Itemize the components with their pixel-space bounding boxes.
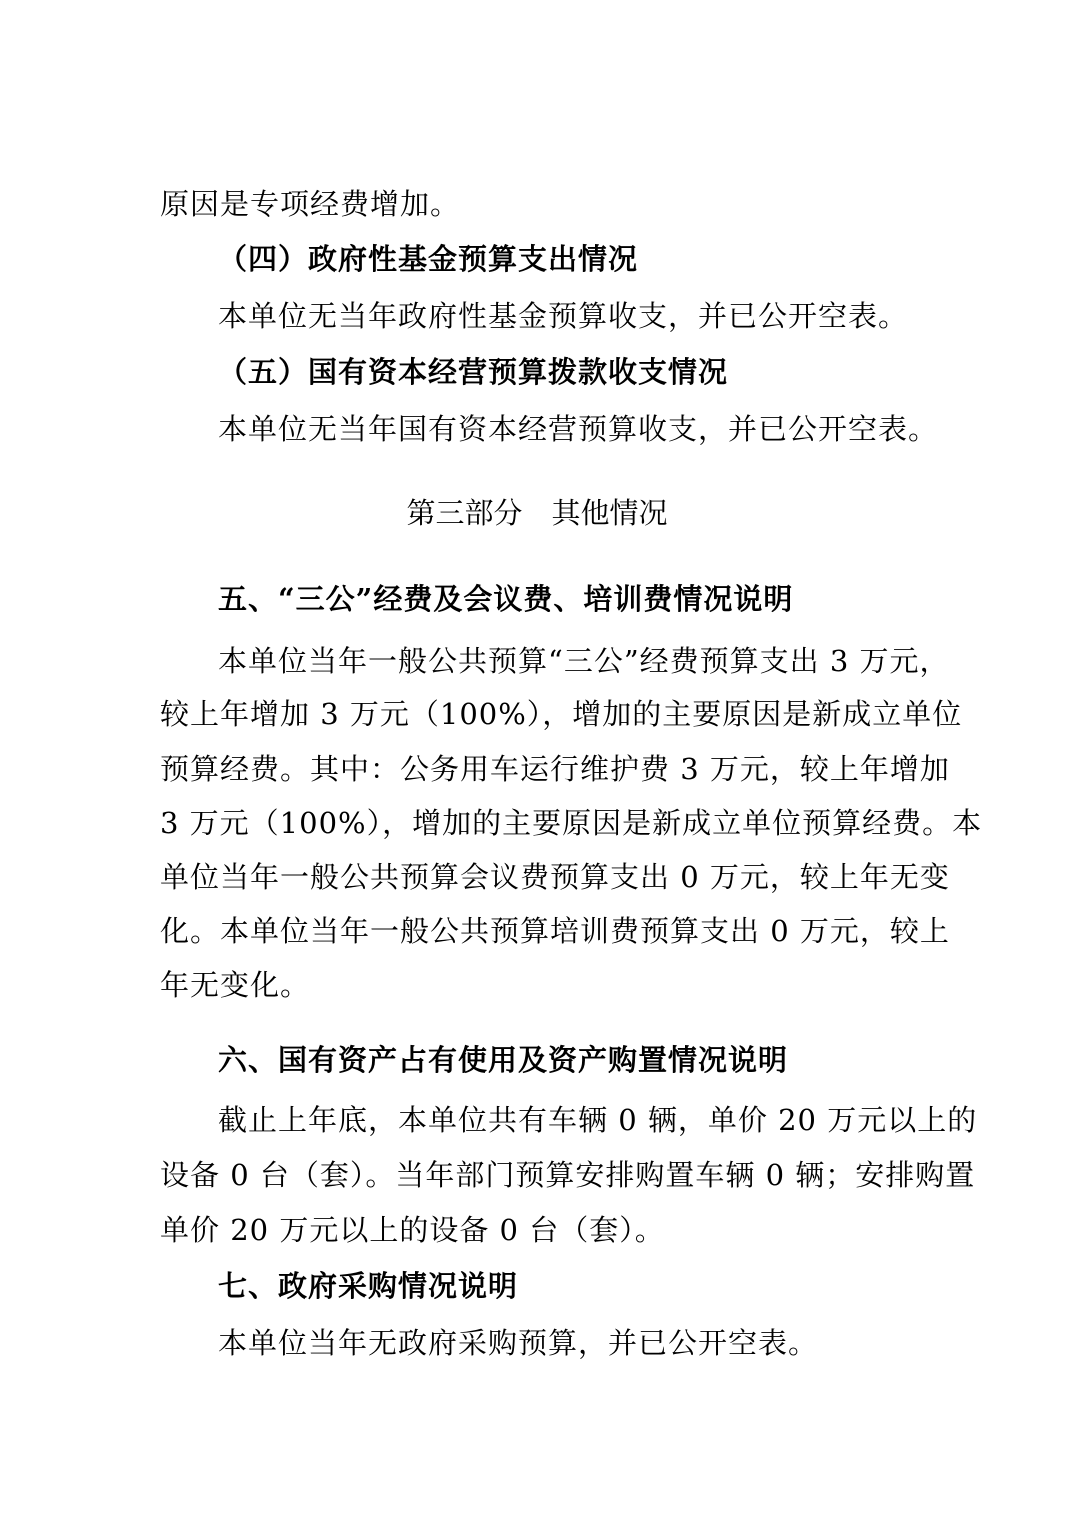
- paragraph-line: 较上年增加 3 万元（100%），增加的主要原因是新成立单位: [160, 697, 963, 731]
- heading-state-assets: 六、国有资产占有使用及资产购置情况说明: [218, 1043, 789, 1077]
- paragraph-line: 设备 0 台（套）。当年部门预算安排购置车辆 0 辆；安排购置: [160, 1158, 976, 1192]
- paragraph-line: 本单位当年一般公共预算“三公”经费预算支出 3 万元，: [218, 644, 950, 678]
- paragraph-line: 单位当年一般公共预算会议费预算支出 0 万元，较上年无变: [160, 860, 950, 894]
- heading-government-fund-budget: （四）政府性基金预算支出情况: [218, 242, 639, 276]
- paragraph-line: 单价 20 万元以上的设备 0 台（套）。: [160, 1213, 665, 1247]
- paragraph-government-fund-budget: 本单位无当年政府性基金预算收支，并已公开空表。: [218, 299, 909, 333]
- paragraph-state-capital-budget: 本单位无当年国有资本经营预算收支，并已公开空表。: [218, 412, 939, 446]
- paragraph-government-procurement: 本单位当年无政府采购预算，并已公开空表。: [218, 1326, 819, 1360]
- heading-state-capital-budget: （五）国有资本经营预算拨款收支情况: [218, 355, 729, 389]
- paragraph-continuation: 原因是专项经费增加。: [160, 187, 461, 221]
- heading-three-public-expenses: 五、“三公”经费及会议费、培训费情况说明: [218, 582, 794, 616]
- paragraph-line: 预算经费。其中：公务用车运行维护费 3 万元，较上年增加: [160, 752, 950, 786]
- part-three-title: 第三部分 其他情况: [406, 496, 668, 530]
- heading-government-procurement: 七、政府采购情况说明: [218, 1269, 519, 1303]
- paragraph-line: 化。本单位当年一般公共预算培训费预算支出 0 万元，较上: [160, 914, 950, 948]
- paragraph-line: 年无变化。: [160, 968, 311, 1002]
- paragraph-line: 截止上年底，本单位共有车辆 0 辆，单价 20 万元以上的: [218, 1103, 978, 1137]
- paragraph-line: 3 万元（100%），增加的主要原因是新成立单位预算经费。本: [160, 806, 983, 840]
